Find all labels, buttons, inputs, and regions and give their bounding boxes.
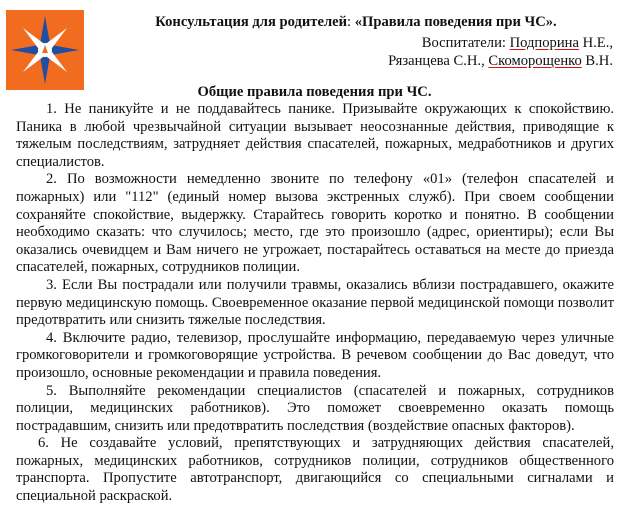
title-main: «Правила поведения при ЧС». <box>354 14 557 30</box>
emercom-logo <box>6 10 84 90</box>
author-2: Рязанцева С.Н., <box>388 53 489 69</box>
author-1-initials: Н.Е., <box>578 35 613 51</box>
title-prefix: Консультация для родителей <box>155 14 348 30</box>
emercom-emblem-icon <box>6 10 84 90</box>
rule-paragraph: 2. По возможности немедленно звоните по телефону «01» (телефон спасателей и пожарных) или "112" (единый номер вызова экстренных служб). При своем сообщении сохраняйте спокойствие, выдержку. Старайтесь говорить коротко и понятно. В сообщении необходимо сказать: что случилось; место, где это произошло (адрес, ориентиры); если Вы оказались очевидцем и Вам ничего не угрожает, постарайтесь оставаться на месте до приезда спасателей, пожарных, сотрудников полиции. <box>16 171 614 276</box>
rule-paragraph: 5. Выполняйте рекомендации специалистов (спасателей и пожарных, сотрудников полиции, медицинских работников). Это поможет своевременно оказать помощь пострадавшим, снизить или предотвратить последствия (воздействие опасных факторов). <box>16 382 614 434</box>
authors-label: Воспитатели: <box>421 35 510 51</box>
rules-body <box>16 101 614 506</box>
author-3-initials: В.Н. <box>581 53 613 69</box>
author-3-surname: Скоморощенко <box>488 53 582 69</box>
document-title <box>96 14 616 31</box>
rule-paragraph: 6. Не создавайте условий, препятствующих и затрудняющих действия спасателей, пожарных, медицинских работников, сотрудников полиции, сотрудников общественного транспорта. Пропустите автотранспорт, двигающийся со специальными сигналами и специальной раскраской. <box>16 435 614 505</box>
title-colon: : <box>347 14 355 30</box>
rule-paragraph: 1. Не паникуйте и не поддавайтесь панике. Призывайте окружающих к спокойствию. Паника в любой чрезвычайной ситуации вызывает неосознанные действия, приводящие к тяжелым последствиям, затрудняет действия спасателей, пожарных, медработников и других специалистов. <box>16 101 614 170</box>
rule-paragraph: 3. Если Вы пострадали или получили травмы, оказались вблизи пострадавшего, окажите первую медицинскую помощь. Своевременное оказание первой медицинской помощи позволит предотвратить или снизить тяжелые последствия. <box>16 276 614 329</box>
authors-line-1 <box>422 35 613 52</box>
authors-line-2 <box>388 53 613 70</box>
rule-paragraph: 4. Включите радио, телевизор, прослушайте информацию, передаваемую через уличные громкоговорители и громкоговорящие устройства. В речевом сообщении до Вас доведут, что произошло, основные рекомендации и правила поведения. <box>16 329 614 381</box>
section-heading: Общие правила поведения при ЧС. <box>197 84 432 100</box>
author-1-surname: Подпорина <box>509 35 579 51</box>
